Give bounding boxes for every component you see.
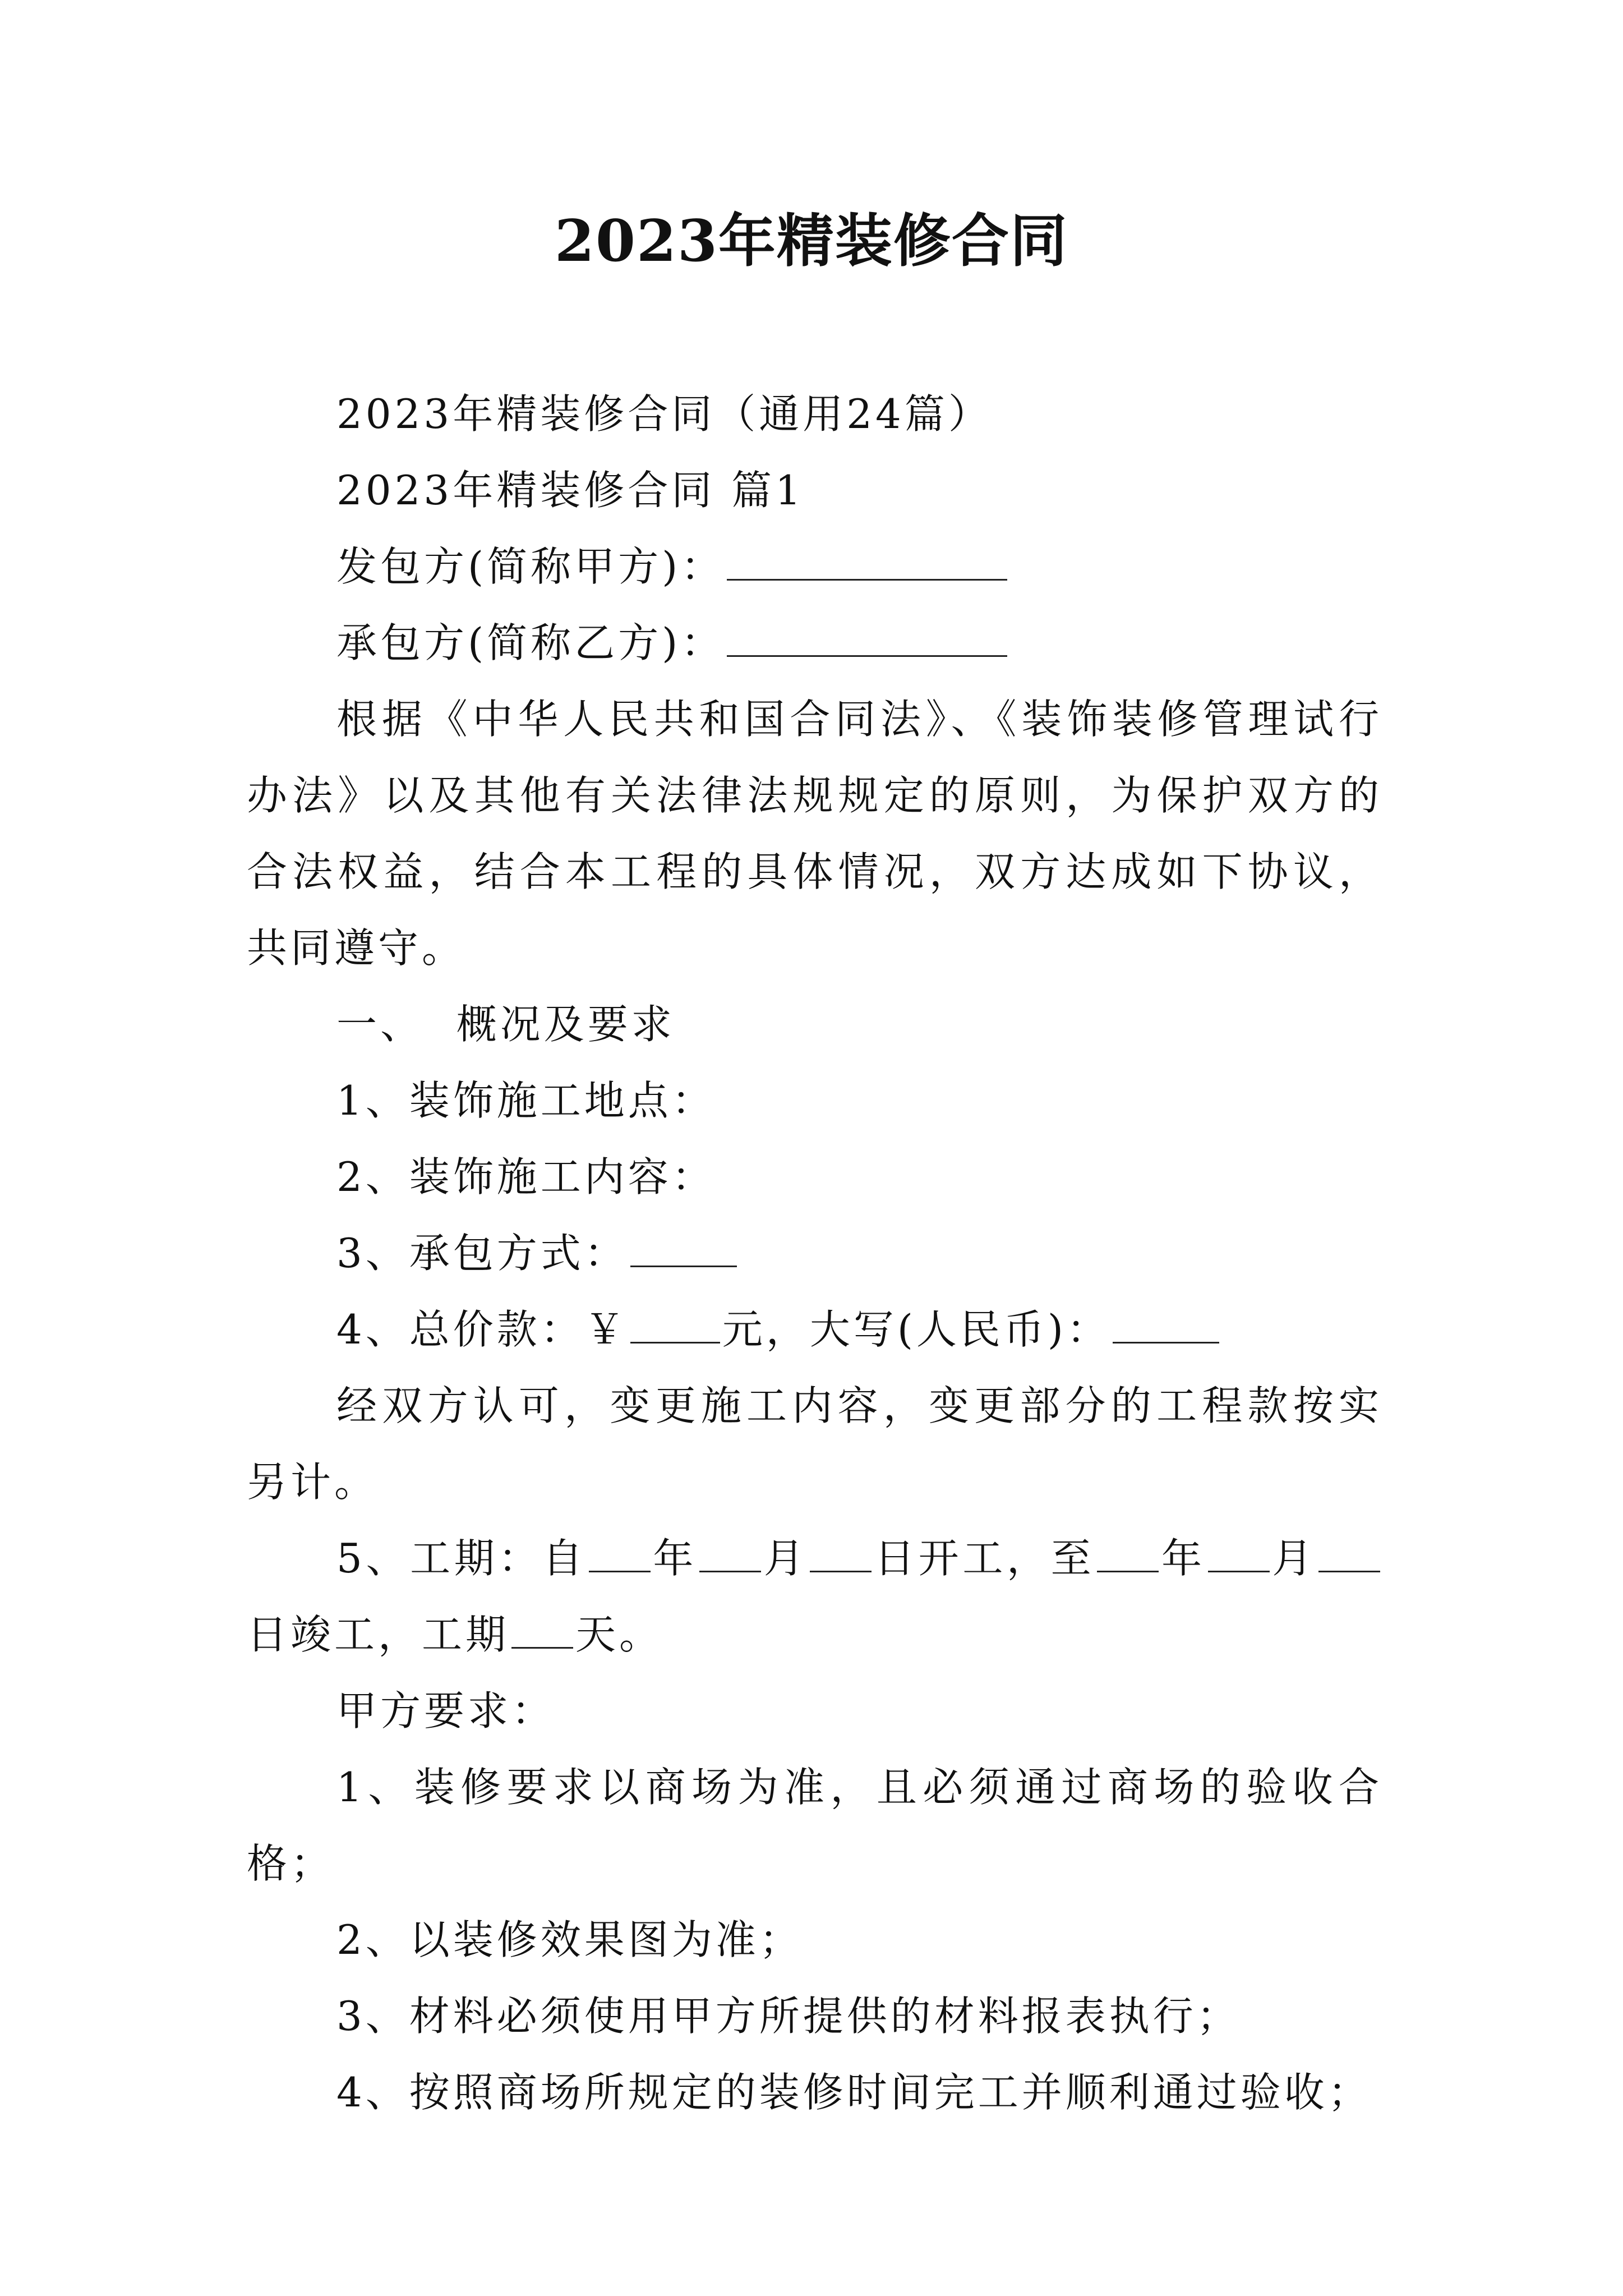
end-day-blank: [1318, 1536, 1380, 1572]
requirement-3: 3、材料必须使用甲方所提供的材料报表执行；: [336, 1993, 1241, 2040]
party-a-label: 发包方(简称甲方)：: [336, 543, 725, 590]
year-label: 年: [652, 1535, 698, 1582]
item-4-label: 4、总价款：￥: [336, 1306, 628, 1353]
item-4-label-b: 元，大写(人民币)：: [722, 1306, 1110, 1353]
start-month-blank: [699, 1536, 761, 1572]
requirement-4: 4、按照商场所规定的装修时间完工并顺利通过验收；: [336, 2069, 1372, 2116]
item-3-label: 3、承包方式：: [336, 1230, 628, 1277]
requirements-heading: 甲方要求：: [336, 1687, 556, 1734]
item-4-words-blank: [1113, 1307, 1219, 1343]
item-5-line: [247, 1520, 1382, 1673]
document-title: 2023年精装修合同: [555, 208, 1068, 275]
party-b-blank: [727, 620, 1007, 657]
party-a-blank: [727, 544, 1007, 581]
start-year-blank: [589, 1536, 651, 1572]
year-label-2: 年: [1161, 1535, 1206, 1582]
document-body: [247, 376, 1382, 2131]
subtitle: 2023年精装修合同（通用24篇）: [336, 390, 992, 438]
item-2: 2、装饰施工内容：: [336, 1153, 716, 1200]
end-label: 日竣工，工期: [247, 1611, 510, 1658]
day-label: 天。: [575, 1611, 663, 1658]
change-note: 经双方认可，变更施工内容，变更部分的工程款按实另计。: [247, 1382, 1382, 1506]
month-label: 月: [763, 1535, 808, 1582]
requirement-2: 2、以装修效果图为准；: [336, 1916, 803, 1963]
start-day-blank: [810, 1536, 872, 1572]
item-3-line: [247, 1215, 1382, 1291]
item-3-blank: [630, 1231, 737, 1267]
start-label: 日开工，至: [874, 1535, 1095, 1582]
party-b-label: 承包方(简称乙方)：: [336, 619, 725, 666]
duration-blank: [511, 1612, 573, 1649]
party-a-line: [247, 528, 1382, 605]
item-5-label: 5、工期：自: [336, 1535, 587, 1582]
party-b-line: [247, 605, 1382, 681]
section1-heading: 一、 概况及要求: [336, 1001, 675, 1048]
requirement-1: 1、装修要求以商场为准，且必须通过商场的验收合格；: [247, 1764, 1382, 1887]
month-label-2: 月: [1271, 1535, 1316, 1582]
end-year-blank: [1097, 1536, 1159, 1572]
intro-paragraph: 根据《中华人民共和国合同法》、《装饰装修管理试行办法》以及其他有关法律法规规定的原则，为保护双方的合法权益，结合本工程的具体情况，双方达成如下协议，共同遵守。: [247, 696, 1382, 972]
item-4-amount-blank: [630, 1307, 720, 1343]
section-heading: 2023年精装修合同 篇1: [336, 467, 804, 514]
end-month-blank: [1208, 1536, 1270, 1572]
item-4-line: [247, 1291, 1382, 1368]
item-1: 1、装饰施工地点：: [336, 1077, 716, 1124]
